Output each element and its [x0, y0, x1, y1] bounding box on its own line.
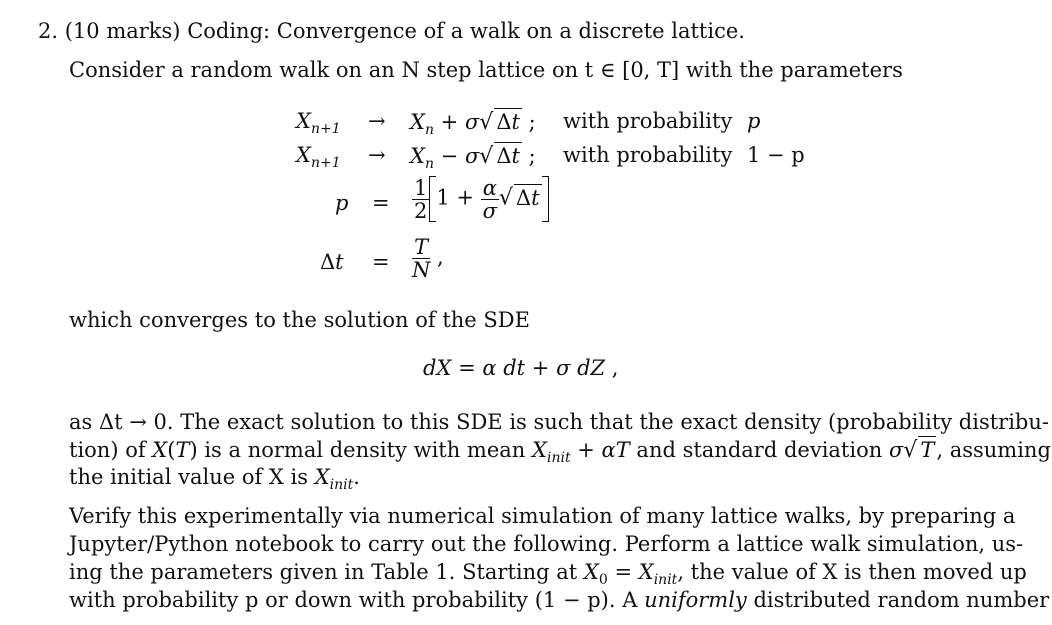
question-number: 2.: [38, 19, 59, 43]
equals-p: =: [372, 191, 390, 215]
dt-definition: $\frac{T}{N}$ ,: [412, 235, 444, 282]
arrow-1: →: [368, 109, 386, 133]
equation-prob-2: with probability 1 − p: [563, 143, 805, 167]
p-definition: $\frac{1}{2}$ 1 + $\frac{\alpha}{\sigma}$ √ Δt: [412, 176, 549, 222]
equation-row-1: $X_{n+1}$: [296, 109, 341, 137]
question-heading: [38, 18, 745, 44]
converge-text: which converges to the solution of the SDE: [69, 308, 530, 332]
equation-rhs-2: $X_n - \sigma√$ Δt ;: [410, 144, 536, 172]
arrow-2: →: [368, 143, 386, 167]
question-marks: (10 marks): [64, 19, 181, 43]
sde-equation: dX = α dt + σ dZ ,: [423, 356, 619, 380]
para1-line3: the initial value of X is $X_{init}$.: [69, 465, 360, 493]
p-symbol: p: [335, 191, 349, 215]
dt-symbol: Δt: [320, 250, 344, 274]
question-title: Coding: Convergence of a walk on a discrete lattice.: [187, 19, 745, 43]
para2-line4: with probability p or down with probability (1 − p). A uniformly distributed random number: [69, 588, 1050, 612]
para1-line1: as Δt → 0. The exact solution to this SDE is such that the exact density (probability distribu-: [69, 410, 1049, 434]
para1-line2: tion) of X(T) is a normal density with mean $X_{init} + \alpha T$ and standard deviation σ√ T, assuming: [69, 438, 1051, 466]
para2-line1: Verify this experimentally via numerical simulation of many lattice walks, by preparing a: [69, 504, 1016, 528]
equation-row-2: $X_{n+1}$: [296, 143, 341, 171]
equals-dt: =: [372, 250, 390, 274]
equation-prob-1: with probability p: [563, 109, 761, 133]
intro-text: Consider a random walk on an N step lattice on t ∈ [0, T] with the parameters: [69, 58, 903, 82]
para2-line3: ing the parameters given in Table 1. Starting at $X_0 = X_{init}$, the value of X is then moved up: [69, 560, 1027, 588]
equation-rhs-1: $X_n + \sigma√$ Δt ;: [410, 110, 536, 138]
para2-line2: Jupyter/Python notebook to carry out the following. Perform a lattice walk simulation, us-: [69, 532, 1024, 556]
